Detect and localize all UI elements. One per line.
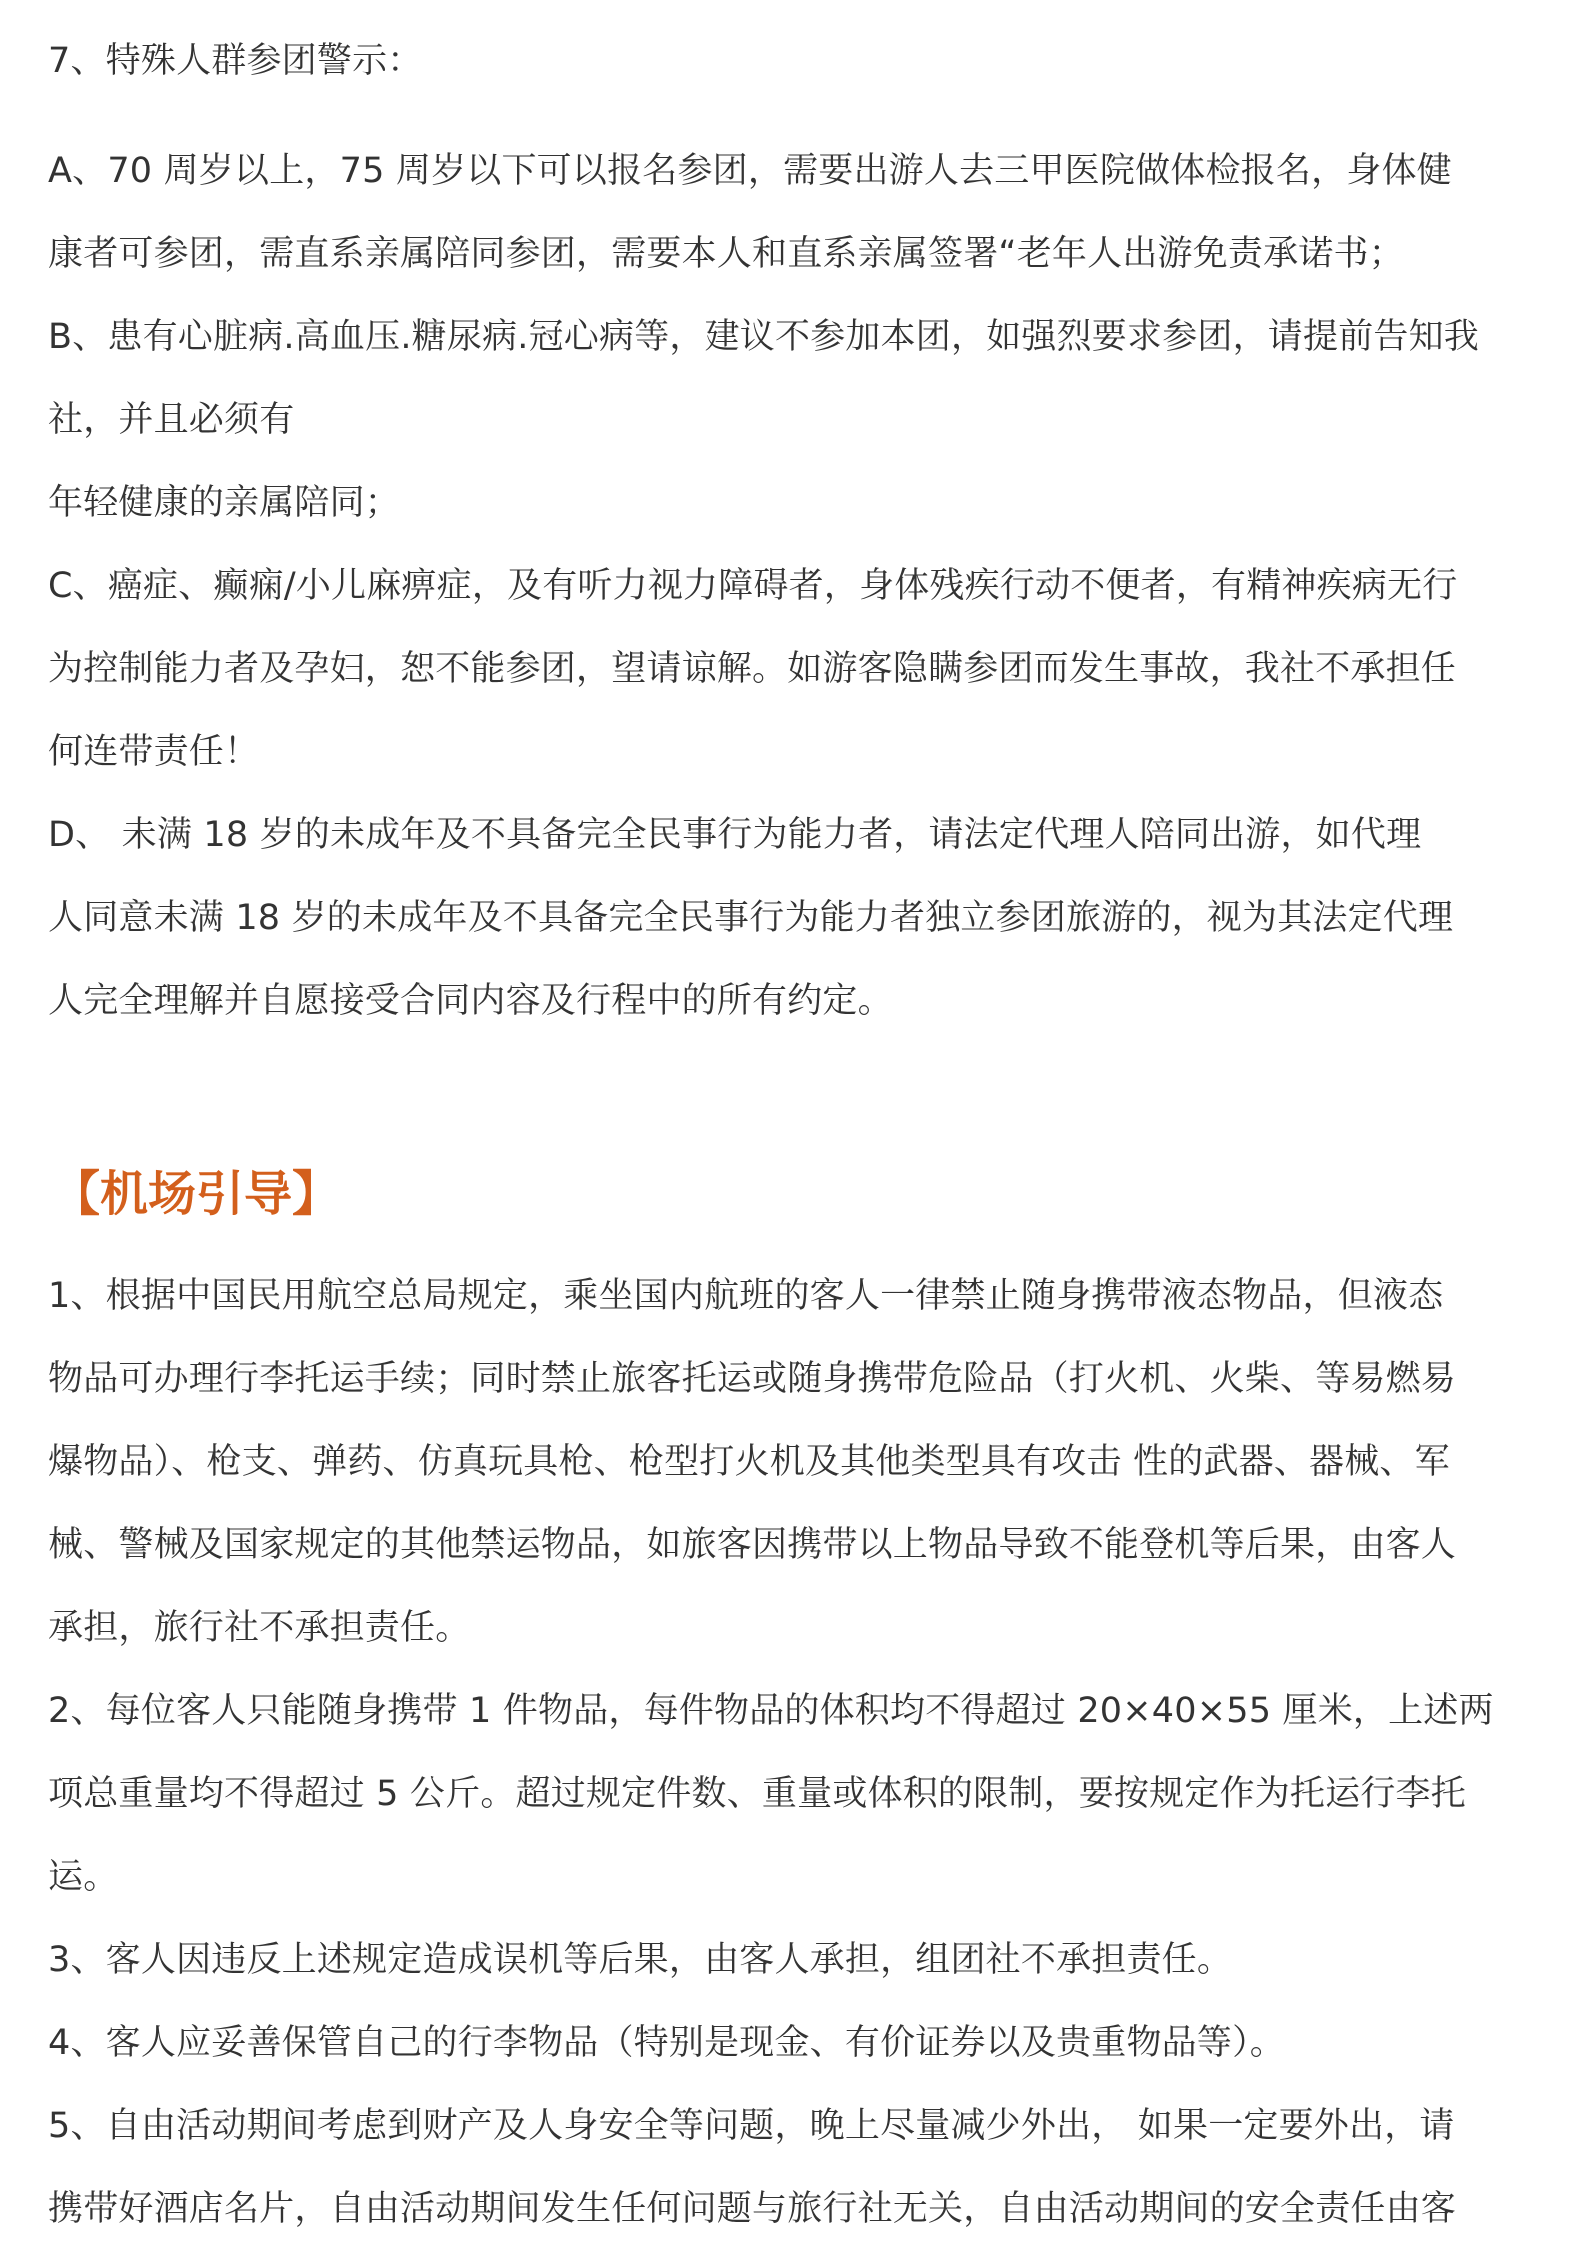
paragraph-line: 2、每位客人只能随身携带 1 件物品，每件物品的体积均不得超过 20×40×55 厘米，上述两 [48,1691,1494,1731]
paragraph-line: 何连带责任！ [48,732,260,772]
paragraph-line: 承担，旅行社不承担责任。 [48,1608,471,1648]
paragraph-line: 械、警械及国家规定的其他禁运物品，如旅客因携带以上物品导致不能登机等后果，由客人 [48,1525,1457,1565]
paragraph-line: 项总重量均不得超过 5 公斤。超过规定件数、重量或体积的限制，要按规定作为托运行李托 [48,1774,1466,1814]
paragraph-line: A、70 周岁以上，75 周岁以下可以报名参团，需要出游人去三甲医院做体检报名，身体健 [48,151,1452,191]
paragraph-line: D、 未满 18 岁的未成年及不具备完全民事行为能力者，请法定代理人陪同出游，如代理 [48,815,1422,855]
paragraph-line: 携带好酒店名片，自由活动期间发生任何问题与旅行社无关，自由活动期间的安全责任由客 [48,2189,1457,2229]
paragraph-line: 1、根据中国民用航空总局规定，乘坐国内航班的客人一律禁止随身携带液态物品，但液态 [48,1276,1444,1316]
paragraph-line: 人同意未满 18 岁的未成年及不具备完全民事行为能力者独立参团旅游的，视为其法定代理 [48,898,1454,938]
paragraph-line: 物品可办理行李托运手续；同时禁止旅客托运或随身携带危险品（打火机、火柴、等易燃易 [48,1359,1457,1399]
paragraph-line: 7、特殊人群参团警示： [48,41,423,81]
paragraph-line: 运。 [48,1857,119,1897]
paragraph-line: 康者可参团，需直系亲属陪同参团，需要本人和直系亲属签署“老年人出游免责承诺书； [48,234,1404,274]
paragraph-line: 为控制能力者及孕妇，恕不能参团，望请谅解。如游客隐瞒参团而发生事故，我社不承担任 [48,649,1457,689]
section-heading: 【机场引导】 [52,1166,341,1222]
paragraph-line: 社，并且必须有 [48,400,295,440]
paragraph-line: 爆物品）、枪支、弹药、仿真玩具枪、枪型打火机及其他类型具有攻击 性的武器、器械、军 [48,1442,1450,1482]
paragraph-line: 人完全理解并自愿接受合同内容及行程中的所有约定。 [48,981,893,1021]
paragraph-line: 5、自由活动期间考虑到财产及人身安全等问题，晚上尽量减少外出， 如果一定要外出，请 [48,2106,1455,2146]
paragraph-line: B、患有心脏病.高血压.糖尿病.冠心病等，建议不参加本团，如强烈要求参团，请提前告知我 [48,317,1479,357]
paragraph-line: 4、客人应妥善保管自己的行李物品（特别是现金、有价证券以及贵重物品等）。 [48,2023,1285,2063]
paragraph-line: C、癌症、癫痫/小儿麻痹症，及有听力视力障碍者，身体残疾行动不便者，有精神疾病无行 [48,566,1458,606]
paragraph-line: 3、客人因违反上述规定造成误机等后果，由客人承担，组团社不承担责任。 [48,1940,1233,1980]
paragraph-line: 年轻健康的亲属陪同； [48,483,401,523]
